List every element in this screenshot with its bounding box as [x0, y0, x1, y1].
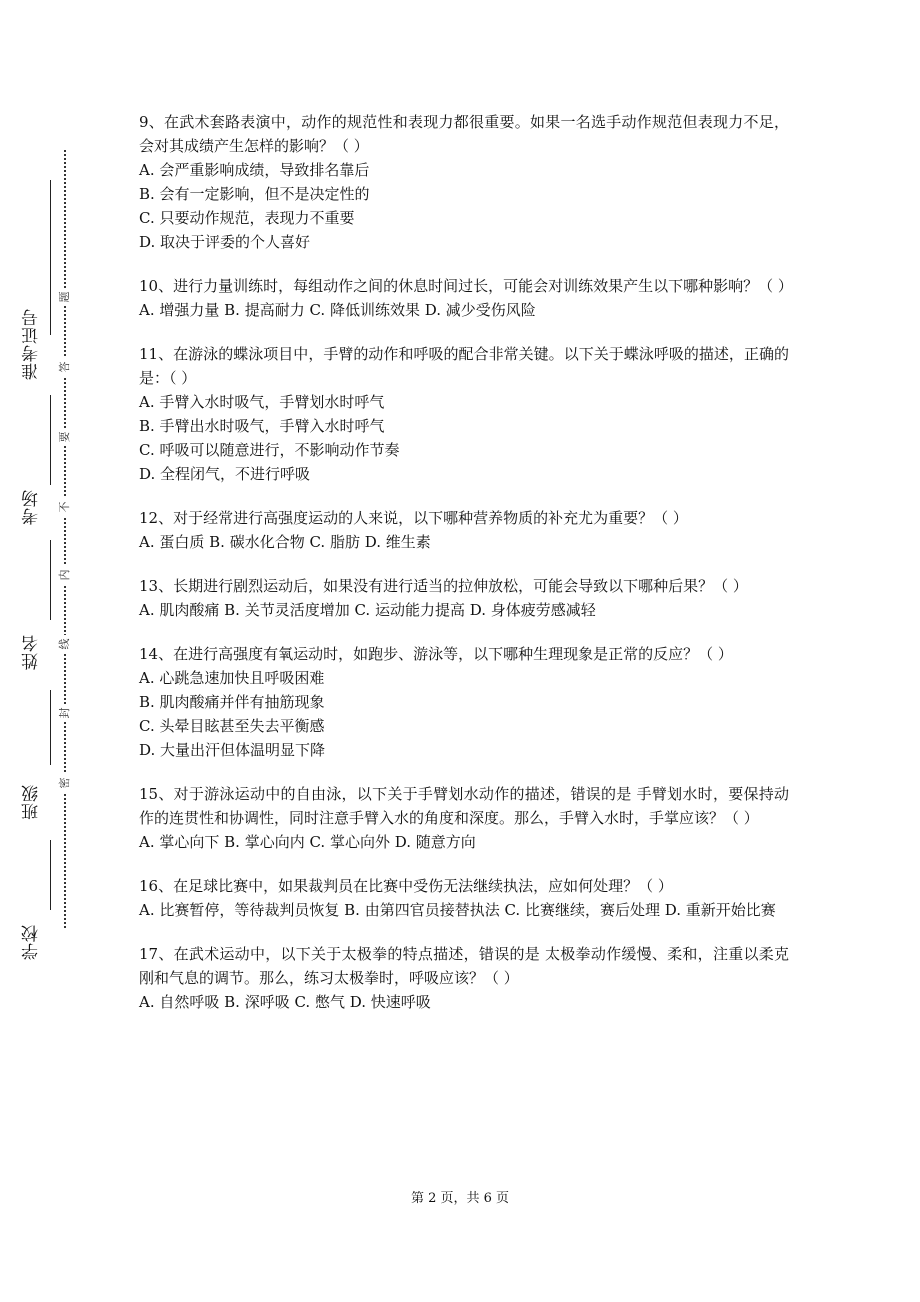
field-label-school: 学校 [22, 924, 42, 960]
question-stem: 15、对于游泳运动中的自由泳，以下关于手臂划水动作的描述，错误的是 手臂划水时，要保持动作的连贯性和协调性，同时注意手臂入水的角度和深度。那么，手臂入水时，手掌应该？（ ） [139, 785, 789, 827]
option-a: A. 会严重影响成绩，导致排名靠后 [139, 161, 370, 179]
question-14 [139, 642, 789, 762]
question-17 [139, 942, 789, 1014]
field-class [20, 690, 44, 820]
field-label-exam-room: 考场 [22, 489, 42, 525]
question-stem: 14、在进行高强度有氧运动时，如跑步、游泳等，以下哪种生理现象是正常的反应？（ ） [139, 645, 733, 663]
option-b: B. 手臂出水时吸气，手臂入水时呼气 [139, 417, 385, 435]
field-underline [50, 540, 51, 620]
field-school [20, 840, 44, 960]
question-stem: 12、对于经常进行高强度运动的人来说，以下哪种营养物质的补充尤为重要？（ ） [139, 509, 688, 527]
seal-char: 密 [58, 774, 72, 792]
question-16 [139, 874, 789, 922]
options-inline: A. 增强力量 B. 提高耐力 C. 降低训练效果 D. 减少受伤风险 [139, 301, 536, 319]
option-c: C. 头晕目眩甚至失去平衡感 [139, 717, 325, 735]
question-10 [139, 274, 793, 322]
option-b: B. 肌肉酸痛并伴有抽筋现象 [139, 693, 325, 711]
field-name [20, 540, 44, 670]
field-underline [50, 180, 51, 335]
seal-char: 内 [58, 566, 72, 584]
options-inline: A. 自然呼吸 B. 深呼吸 C. 憋气 D. 快速呼吸 [139, 993, 431, 1011]
field-label-class: 班级 [22, 784, 42, 820]
binding-margin [0, 0, 90, 1302]
question-9 [139, 110, 789, 254]
seal-char: 要 [58, 428, 72, 446]
field-exam-number [20, 180, 44, 380]
option-d: D. 取决于评委的个人喜好 [139, 233, 311, 251]
option-c: C. 呼吸可以随意进行，不影响动作节奏 [139, 441, 400, 459]
field-label-exam-number: 准考证号 [22, 308, 42, 380]
options-inline: A. 蛋白质 B. 碳水化合物 C. 脂肪 D. 维生素 [139, 533, 431, 551]
question-stem: 10、进行力量训练时，每组动作之间的休息时间过长，可能会对训练效果产生以下哪种影响？（ ） [139, 277, 793, 295]
field-exam-room [20, 395, 44, 525]
options-inline: A. 掌心向下 B. 掌心向内 C. 掌心向外 D. 随意方向 [139, 833, 476, 851]
option-a: A. 心跳急速加快且呼吸困难 [139, 669, 325, 687]
seal-char: 不 [58, 498, 72, 516]
question-stem: 9、在武术套路表演中，动作的规范性和表现力都很重要。如果一名选手动作规范但表现力不足，会对其成绩产生怎样的影响？（ ） [139, 113, 789, 155]
question-stem: 13、长期进行剧烈运动后，如果没有进行适当的拉伸放松，可能会导致以下哪种后果？（ ） [139, 577, 748, 595]
seal-char: 题 [58, 288, 72, 306]
question-list [139, 110, 793, 1034]
seal-dotted-line [64, 150, 66, 928]
field-underline [50, 690, 51, 765]
option-b: B. 会有一定影响，但不是决定性的 [139, 185, 370, 203]
field-underline [50, 840, 51, 910]
option-a: A. 手臂入水时吸气，手臂划水时呼气 [139, 393, 385, 411]
seal-char: 线 [58, 635, 72, 653]
option-d: D. 大量出汗但体温明显下降 [139, 741, 326, 759]
seal-char: 答 [58, 358, 72, 376]
question-11 [139, 342, 789, 486]
field-underline [50, 395, 51, 485]
field-label-name: 姓名 [22, 634, 42, 670]
question-stem: 16、在足球比赛中，如果裁判员在比赛中受伤无法继续执法，应如何处理？（ ） [139, 877, 673, 895]
seal-char: 封 [58, 704, 72, 722]
question-stem: 11、在游泳的蝶泳项目中，手臂的动作和呼吸的配合非常关键。以下关于蝶泳呼吸的描述，正确的是：（ ） [139, 345, 789, 387]
option-d: D. 全程闭气，不进行呼吸 [139, 465, 311, 483]
option-c: C. 只要动作规范，表现力不重要 [139, 209, 355, 227]
options-inline: A. 比赛暂停，等待裁判员恢复 B. 由第四官员接替执法 C. 比赛继续，赛后处理 D. 重新开始比赛 [139, 901, 776, 919]
question-15 [139, 782, 789, 854]
page-footer: 第 2 页，共 6 页 [410, 1191, 510, 1206]
options-inline: A. 肌肉酸痛 B. 关节灵活度增加 C. 运动能力提高 D. 身体疲劳感减轻 [139, 601, 596, 619]
question-12 [139, 506, 789, 554]
question-13 [139, 574, 789, 622]
question-stem: 17、在武术运动中，以下关于太极拳的特点描述，错误的是 太极拳动作缓慢、柔和，注重以柔克刚和气息的调节。那么，练习太极拳时，呼吸应该？（ ） [139, 945, 789, 987]
